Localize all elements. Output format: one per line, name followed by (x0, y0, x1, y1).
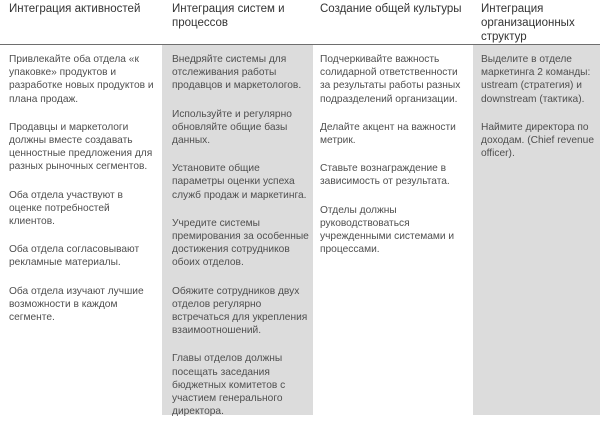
list-item: Привлекайте оба отдела «к упаковке» продуктов и разработке новых продуктов и плана продаж. (9, 54, 154, 105)
column-body (0, 53, 162, 339)
list-item: Ставьте вознаграждение в зависимость от результата. (320, 163, 450, 188)
list-item: Наймите директора по доходам. (Chief revenue officer). (481, 121, 595, 160)
list-item: Оба отдела участвуют в оценке потребностей клиентов. (9, 189, 123, 228)
list-item: Учредите системы премирования за особенные достижения сотрудников обоих отделов. (172, 217, 309, 269)
column-body (162, 53, 313, 433)
header-divider (0, 44, 600, 45)
column-header: Создание общей культуры (313, 0, 473, 44)
column-body (473, 53, 600, 175)
column-systems-processes (162, 0, 313, 418)
column-activities (0, 0, 162, 415)
list-item: Выделите в отделе маркетинга 2 команды: ustream (стратегия) и downstream (тактика). (481, 54, 591, 105)
list-item: Используйте и регулярно обновляйте общие базы данных. (172, 108, 292, 147)
list-item: Подчеркивайте важность солидарной ответственности за результаты работы разных подразделений организации. (320, 54, 461, 105)
column-header: Интеграция организационных структур (473, 0, 600, 44)
column-shared-culture (313, 0, 473, 415)
list-item: Оба отдела изучают лучшие возможности в каждом сегменте. (9, 285, 144, 324)
column-header: Интеграция активностей (0, 0, 162, 44)
list-item: Делайте акцент на важности метрик. (320, 121, 456, 147)
list-item: Оба отдела согласовывают рекламные материалы. (9, 244, 140, 269)
list-item: Обяжите сотрудников двух отделов регулярно встречаться для укрепления взаимоотношений. (172, 285, 308, 337)
list-item: Отделы должны руководствоваться учрежденными системами и процессами. (320, 204, 455, 256)
column-header: Интеграция систем и процессов (162, 0, 313, 44)
column-org-structures (473, 0, 600, 415)
list-item: Установите общие параметры оценки успеха служб продаж и маркетинга. (172, 163, 307, 201)
list-item: Внедряйте системы для отслеживания работы продавцов и маркетологов. (172, 54, 302, 92)
column-body (313, 53, 473, 271)
list-item: Главы отделов должны посещать заседания бюджетных комитетов с участием генерального директора. (172, 353, 286, 418)
list-item: Продавцы и маркетологи должны вместе создавать ценностные предложения для разных рыночных сегментов. (9, 121, 153, 173)
